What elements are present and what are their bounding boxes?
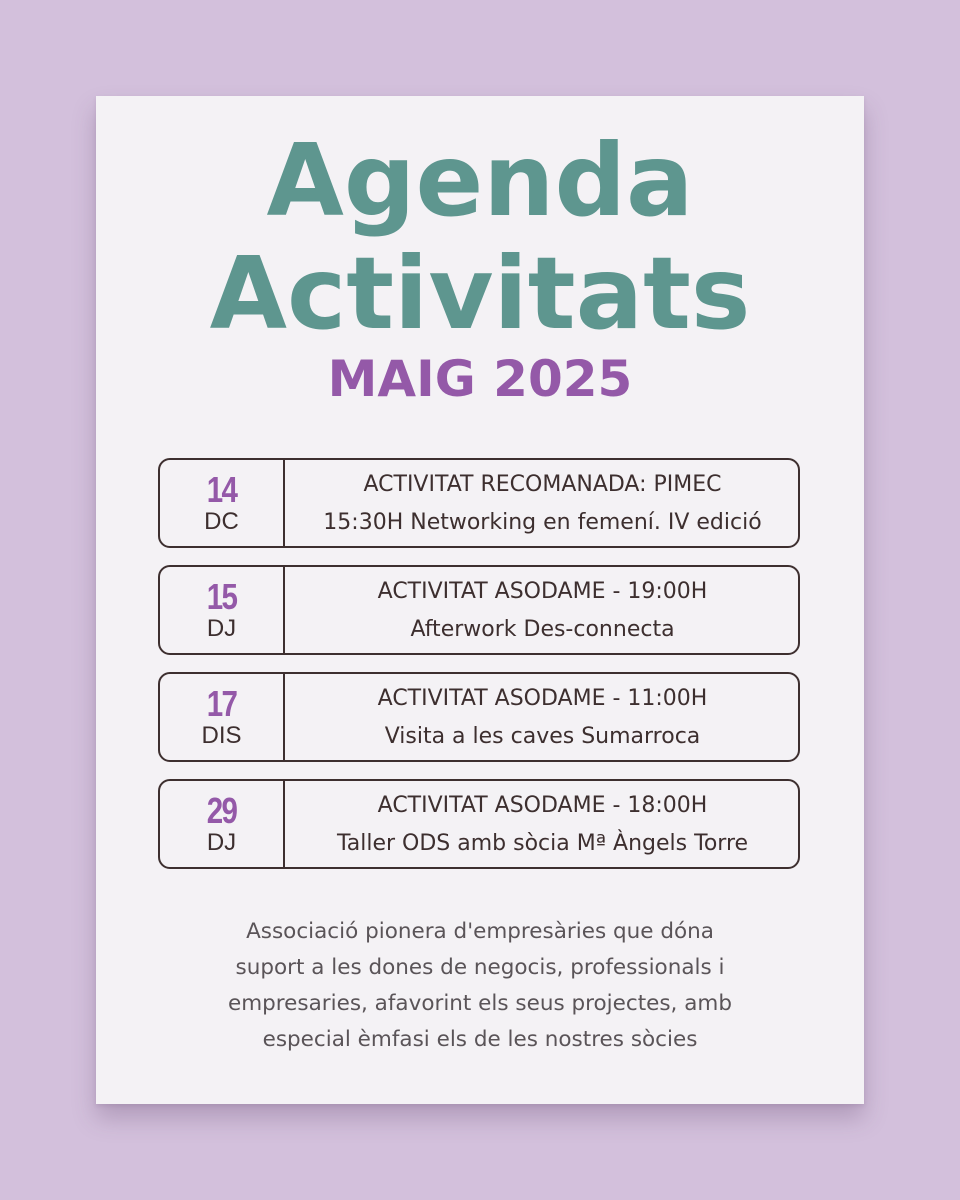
event-weekday: DC [204, 508, 239, 535]
event-details [285, 567, 800, 653]
footer-line: especial èmfasi els de les nostres sòcies [262, 1027, 698, 1052]
footer-line: suport a les dones de negocis, professionals i [235, 955, 725, 980]
event-row [158, 565, 800, 655]
event-description: Visita a les caves Sumarroca [384, 724, 701, 749]
event-details [285, 674, 800, 760]
title-line-1: Agenda [266, 122, 694, 239]
event-day-number: 29 [206, 790, 237, 831]
event-date [160, 781, 285, 867]
event-title: ACTIVITAT ASODAME - 19:00H [377, 579, 708, 604]
event-weekday: DIS [201, 722, 242, 749]
title-line-2: Activitats [209, 235, 751, 352]
month-heading: MAIG 2025 [327, 350, 633, 408]
event-title: ACTIVITAT RECOMANADA: PIMEC [363, 472, 722, 497]
event-weekday: DJ [206, 829, 237, 856]
event-day-number: 14 [206, 469, 237, 510]
event-description: Taller ODS amb sòcia Mª Àngels Torre [336, 831, 749, 856]
event-details [285, 781, 800, 867]
event-weekday: DJ [206, 615, 237, 642]
agenda-card [96, 96, 864, 1104]
footer-line: empresaries, afavorint els seus projectes, amb [227, 991, 732, 1016]
event-day-number: 15 [206, 576, 237, 617]
event-description: 15:30H Networking en femení. IV edició [323, 510, 762, 535]
event-title: ACTIVITAT ASODAME - 18:00H [377, 793, 708, 818]
event-date [160, 567, 285, 653]
event-description: Afterwork Des-connecta [410, 617, 675, 642]
event-title: ACTIVITAT ASODAME - 11:00H [377, 686, 708, 711]
event-date [160, 674, 285, 760]
event-row [158, 458, 800, 548]
association-description [180, 914, 780, 1058]
footer-line: Associació pionera d'empresàries que dóna [246, 919, 714, 944]
event-day-number: 17 [206, 683, 237, 724]
event-date [160, 460, 285, 546]
event-row [158, 672, 800, 762]
event-details [285, 460, 800, 546]
event-row [158, 779, 800, 869]
